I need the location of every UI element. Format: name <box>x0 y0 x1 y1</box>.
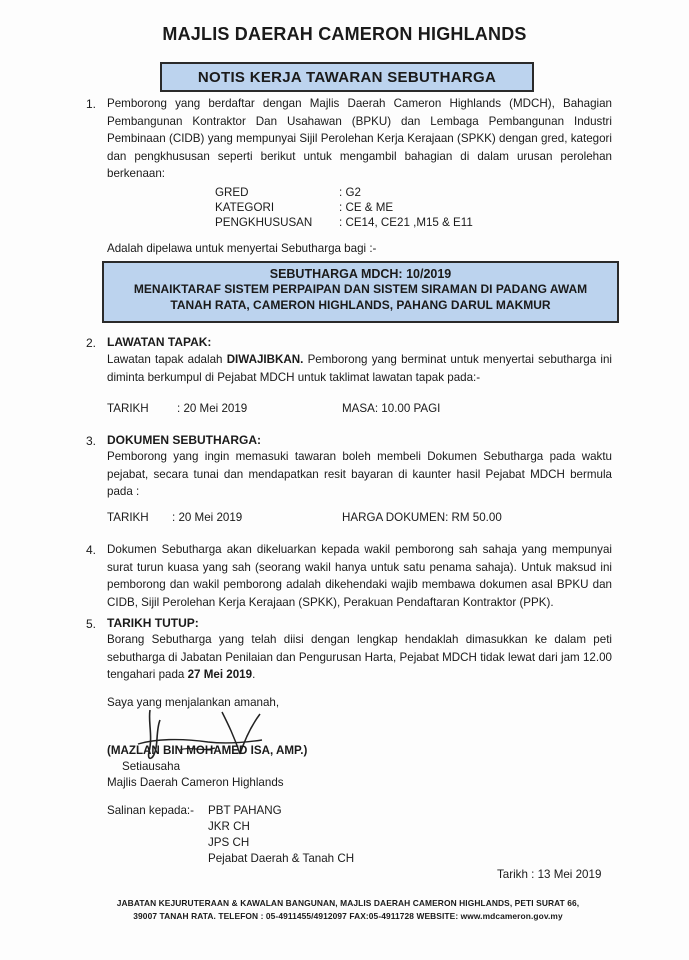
footer-line: JABATAN KEJURUTERAAN & KAWALAN BANGUNAN, MAJLIS DAERAH CAMERON HIGHLANDS, PETI SURAT 66, <box>116 898 580 908</box>
section-5-text <box>107 631 612 684</box>
text-run: Lawatan tapak adalah <box>107 353 227 366</box>
spec-key: GRED <box>215 186 249 199</box>
text-emphasis: DIWAJIBKAN. <box>226 353 304 366</box>
spec-value: : CE & ME <box>339 201 394 214</box>
cc-item: JPS CH <box>208 836 250 849</box>
section-5-number: 5. <box>86 617 97 631</box>
section-5-heading: TARIKH TUTUP: <box>107 616 199 630</box>
section-1-text: Pemborong yang berdaftar dengan Majlis Daerah Cameron Highlands (MDCH), Bahagian Pembangunan Kontraktor Dan Usahawan (BPKU) dan Lembaga Pembangunan Industri Pembinaan (CIDB) yang mempunyai Sijil Perolehan Kerja Kerajaan (SPKK) dengan gred, kategori dan pengkhususan seperti berikut untuk mengambil bahagian di dalam urusan perolehan berkenaan: <box>107 97 612 180</box>
spec-value: : G2 <box>339 186 361 199</box>
signature-icon <box>120 706 280 766</box>
quotation-ref: SEBUTHARGA MDCH: 10/2019 <box>269 267 452 281</box>
section-2-heading: LAWATAN TAPAK: <box>107 335 212 349</box>
text-run: Pemborong yang berminat untuk menyertai sebutharga ini diminta berkumpul di Pejabat MDCH untuk taklimat lawatan tapak pada:- <box>107 353 612 384</box>
quotation-title: MENAIKTARAF SISTEM PERPAIPAN DAN SISTEM SIRAMAN DI PADANG AWAM TANAH RATA, CAMERON HIGHLANDS, PAHANG DARUL MAKMUR <box>133 282 588 312</box>
document-date-label: TARIKH <box>107 511 149 524</box>
text-run: Borang Sebutharga yang telah diisi dengan lengkap hendaklah dimasukkan ke dalam peti sebutharga di Jabatan Penilaian dan Pengurusan Harta, Pejabat MDCH tidak lewat dari jam 12.00 tengahari pada <box>107 633 612 681</box>
invite-text: Adalah dipelawa untuk menyertai Sebutharga bagi :- <box>107 242 377 255</box>
org-title: MAJLIS DAERAH CAMERON HIGHLANDS <box>162 24 527 44</box>
text-emphasis: 27 Mei 2019 <box>187 668 253 681</box>
signatory-name: (MAZLAN BIN MOHAMED ISA, AMP.) <box>107 744 308 757</box>
footer-address <box>78 897 618 923</box>
text-run: . <box>252 668 256 681</box>
cc-label: Salinan kepada:- <box>107 804 195 817</box>
section-3-text: Pemborong yang ingin memasuki tawaran boleh membeli Dokumen Sebutharga pada waktu pejabat, secara tunai dan mendapatkan resit bayaran di kaunter hasil Pejabat MDCH bermula pada : <box>107 450 612 498</box>
document-price: HARGA DOKUMEN: RM 50.00 <box>342 511 502 524</box>
section-1-number: 1. <box>86 97 97 111</box>
spec-key: KATEGORI <box>215 201 275 214</box>
issue-date: Tarikh : 13 Mei 2019 <box>497 868 602 881</box>
section-2-number: 2. <box>86 336 97 350</box>
spec-value: : CE14, CE21 ,M15 & E11 <box>339 216 473 229</box>
closing-statement: Saya yang menjalankan amanah, <box>107 696 280 709</box>
cc-item: Pejabat Daerah & Tanah CH <box>208 852 355 865</box>
site-visit-date-label: TARIKH <box>107 402 149 415</box>
section-3-number: 3. <box>86 434 97 448</box>
site-visit-date-value: : 20 Mei 2019 <box>177 402 248 415</box>
document-date-value: : 20 Mei 2019 <box>172 511 243 524</box>
cc-item: JKR CH <box>208 820 250 833</box>
quotation-banner <box>102 261 619 323</box>
section-2-text <box>107 351 612 386</box>
footer-line: 39007 TANAH RATA. TELEFON : 05-4911455/4912097 FAX:05-4911728 WEBSITE: www.mdcameron.gov.my <box>133 911 563 921</box>
signatory-role: Setiausaha <box>122 760 181 773</box>
spec-key: PENGKHUSUSAN <box>215 216 313 229</box>
section-3-heading: DOKUMEN SEBUTHARGA: <box>107 433 261 447</box>
notice-title: NOTIS KERJA TAWARAN SEBUTHARGA <box>197 68 497 86</box>
notice-banner <box>160 62 534 92</box>
section-4-text: Dokumen Sebutharga akan dikeluarkan kepada wakil pemborong sah sahaja yang mempunyai surat turun kuasa yang sah (seorang wakil hanya untuk satu penama sahaja). Untuk maksud ini pemborong dan wakil pemborong adalah dikehendaki wajib membawa dokumen asal BPKU dan CIDB, Sijil Perolehan Kerja Kerajaan (SPKK), Perakuan Pendaftaran Kontraktor (PPK). <box>107 543 612 609</box>
signatory-organisation: Majlis Daerah Cameron Highlands <box>107 776 284 789</box>
section-4-number: 4. <box>86 543 97 557</box>
cc-item: PBT PAHANG <box>208 804 282 817</box>
site-visit-time: MASA: 10.00 PAGI <box>342 402 441 415</box>
